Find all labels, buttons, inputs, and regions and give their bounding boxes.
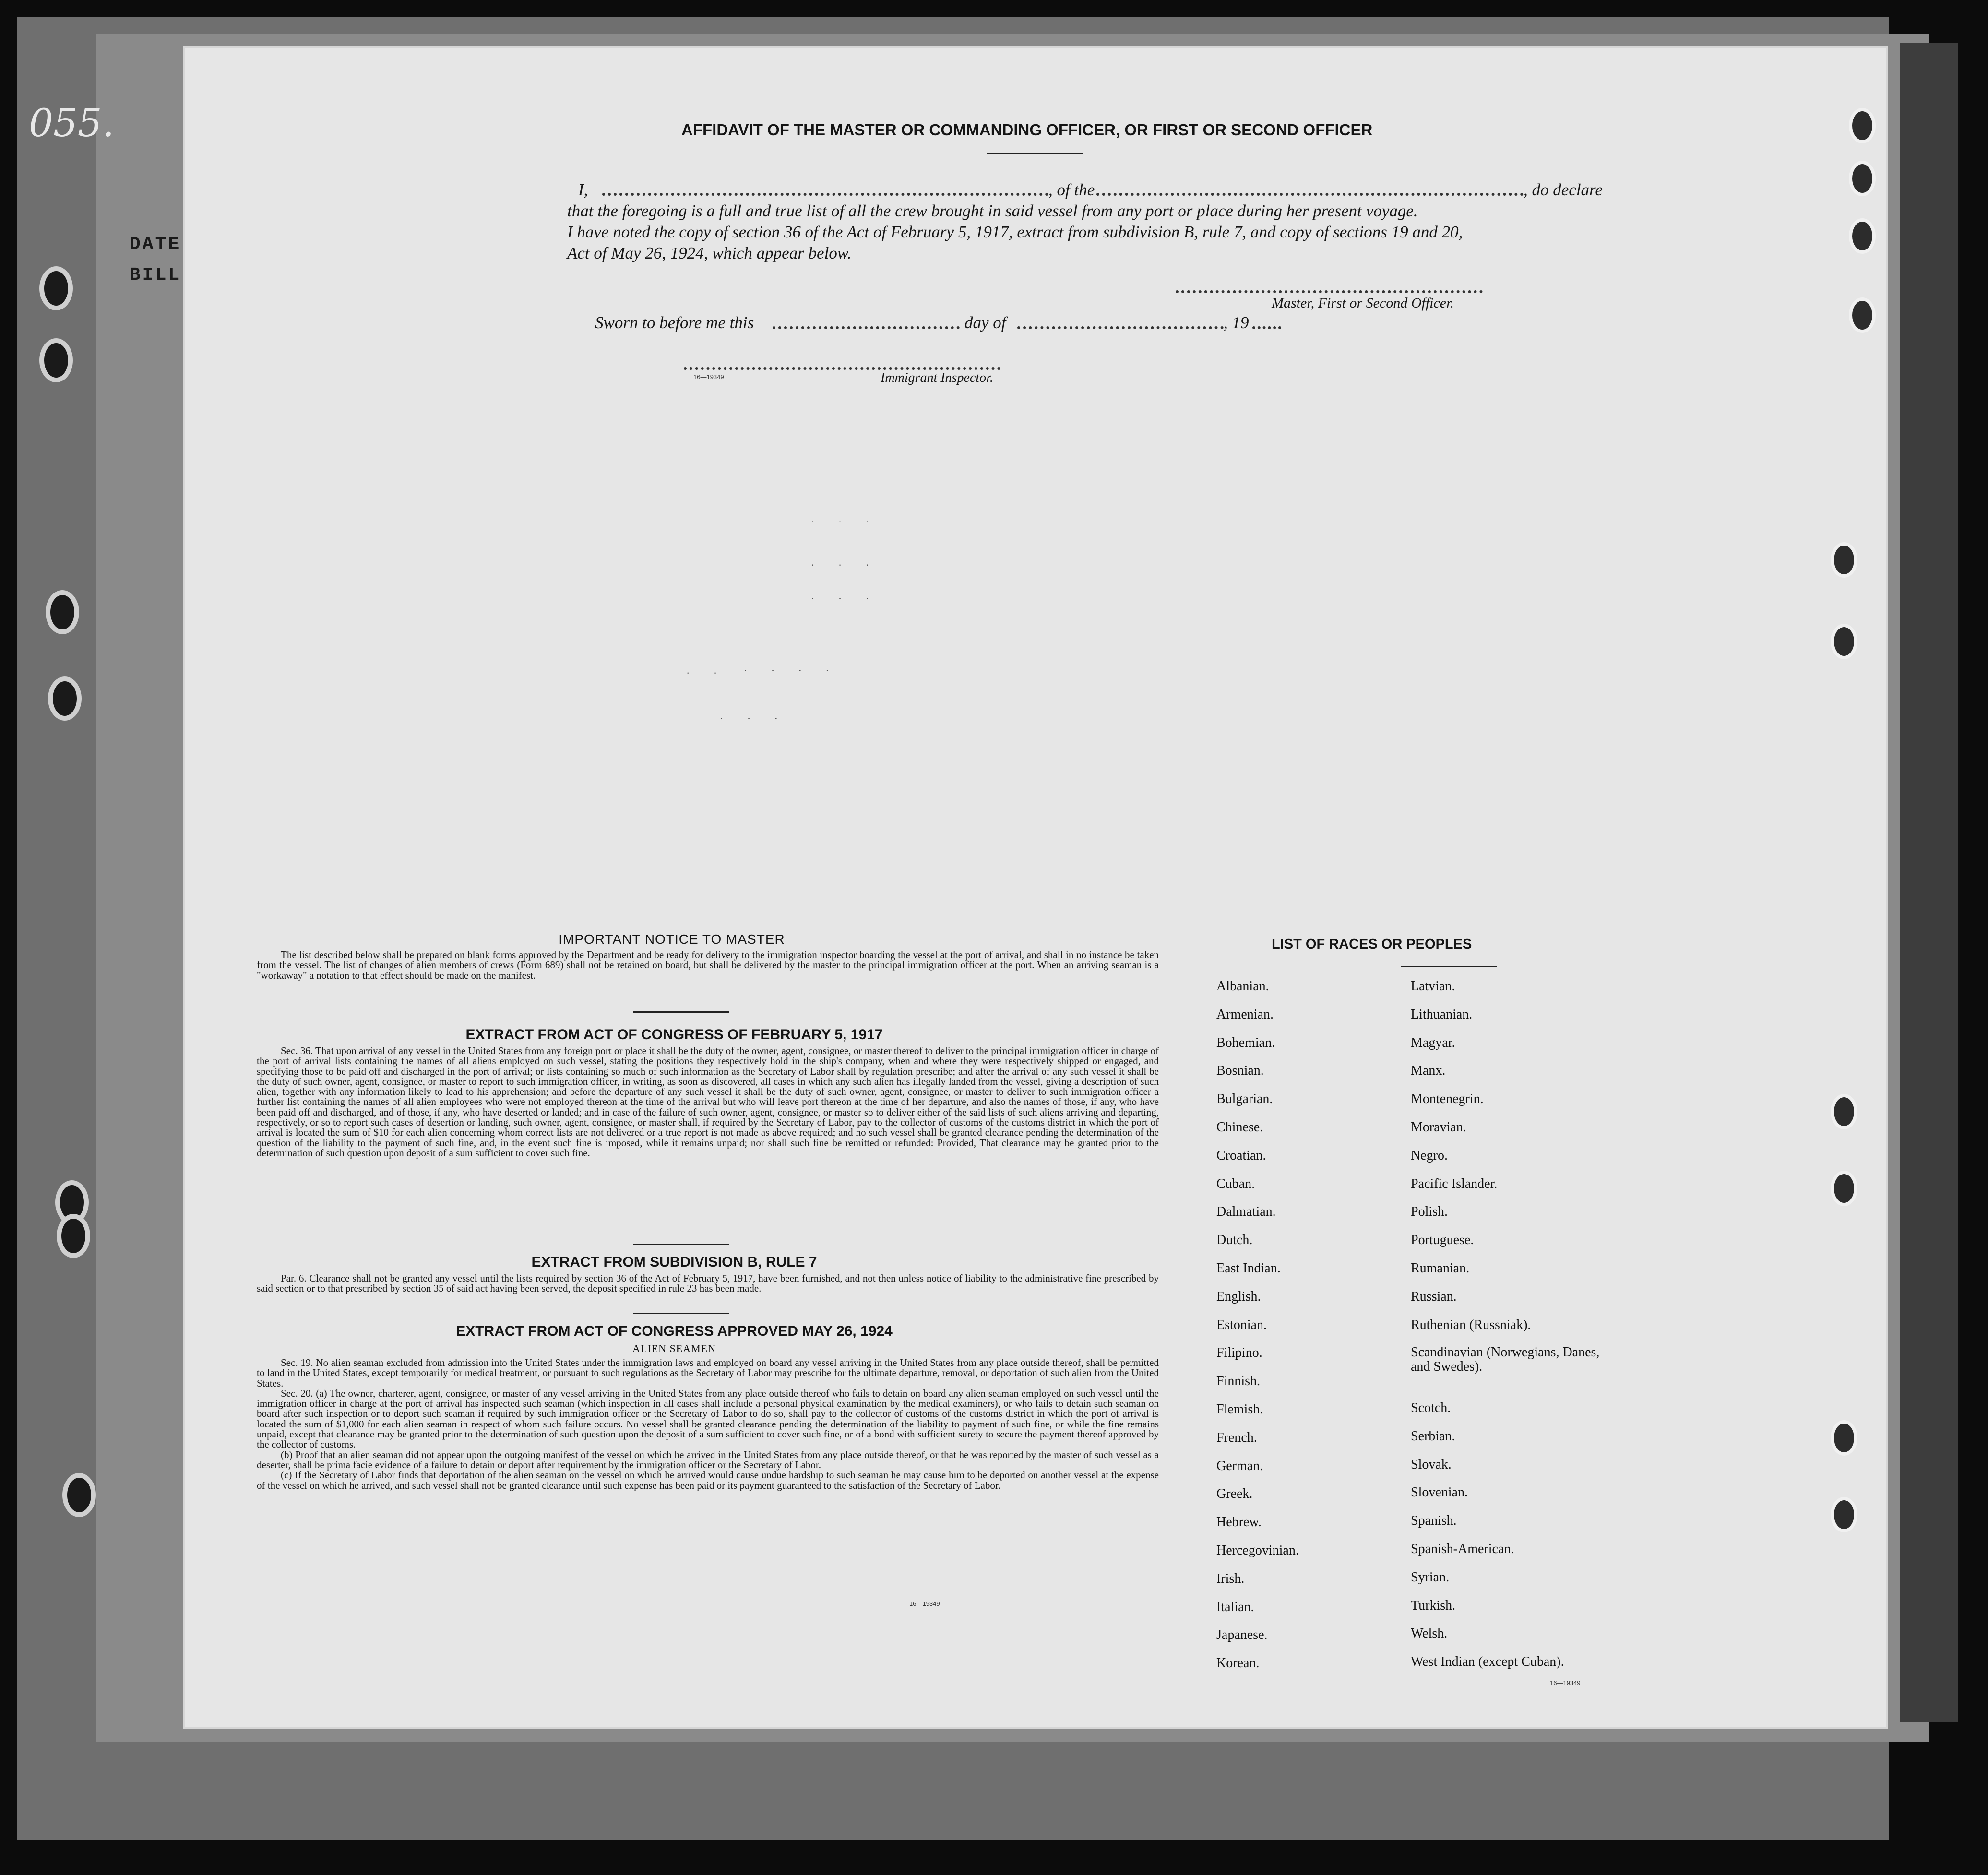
race-item: Croatian. [1216, 1148, 1266, 1163]
race-item: Ruthenian (Russniak). [1411, 1317, 1531, 1332]
race-item: Spanish-American. [1411, 1542, 1514, 1557]
master-signature-blank [1176, 290, 1483, 293]
race-item: French. [1216, 1430, 1257, 1445]
notice-title: IMPORTANT NOTICE TO MASTER [559, 932, 785, 947]
divider [633, 1011, 729, 1013]
extract-rule7-text: Par. 6. Clearance shall not be granted any vessel until the lists required by section 36 of the Act of February 5, 1917, have been furnished, and not then unless notice of liability to the administrative fine prescribed by said section or to that prescribed by section 35 of said act having been served, the deposit specified in rule 23 has been made. [257, 1272, 1159, 1294]
punch-hole [1831, 624, 1857, 659]
divider [633, 1313, 729, 1314]
race-item: Portuguese. [1411, 1233, 1474, 1248]
affidavit-line4: Act of May 26, 1924, which appear below. [567, 244, 852, 262]
race-item: Albanian. [1216, 979, 1269, 994]
under-label-bill: BILL [130, 265, 181, 285]
manifest-page [185, 48, 1886, 1727]
extract-1924-subtitle: ALIEN SEAMEN [632, 1342, 716, 1354]
punch-hole [1831, 1171, 1857, 1206]
race-item: Magyar. [1411, 1035, 1455, 1050]
extract-1917-title: EXTRACT FROM ACT OF CONGRESS OF FEBRUARY 5, 1917 [465, 1027, 883, 1043]
faint-marks: · · · [811, 559, 880, 571]
binding-strip [1900, 43, 1958, 1722]
race-item: Slovak. [1411, 1457, 1452, 1472]
affidavit-line1-start: I, [578, 180, 588, 199]
punch-hole [1831, 1420, 1857, 1456]
race-item: Bulgarian. [1216, 1092, 1273, 1107]
sec19-text: Sec. 19. No alien seaman excluded from admission into the United States under the immigration laws and employed on board any vessel arriving in the United States from any place outside thereof, shall be permitted to land in the United States, except temporarily for medical treatment, or pursuant to such regulations as the Secretary of Labor may prescribe for the ultimate departure, removal, or deportation of such alien from the United States. [257, 1357, 1159, 1389]
race-item: Syrian. [1411, 1569, 1450, 1585]
race-item: English. [1216, 1289, 1261, 1304]
faint-marks: · · · [811, 516, 880, 528]
punch-hole [1849, 161, 1876, 196]
affidavit-line2: that the foregoing is a full and true list of all the crew brought in said vessel from any port or place during her present voyage. [567, 202, 1418, 220]
race-item: Chinese. [1216, 1120, 1263, 1135]
race-item: Scandinavian (Norwegians, Danes, and Swedes). [1411, 1345, 1600, 1375]
race-item: Flemish. [1216, 1402, 1263, 1417]
race-item: Pacific Islander. [1411, 1176, 1498, 1191]
race-item: Dutch. [1216, 1233, 1253, 1248]
sworn-end: , 19 [1224, 313, 1249, 332]
faint-marks: · · · [811, 593, 880, 605]
race-item: East Indian. [1216, 1261, 1281, 1276]
race-item: Bohemian. [1216, 1035, 1275, 1050]
punch-hole [39, 266, 73, 310]
extract-rule7-title: EXTRACT FROM SUBDIVISION B, RULE 7 [531, 1254, 817, 1270]
sworn-start: Sworn to before me this [595, 313, 754, 332]
race-item: Latvian. [1411, 979, 1455, 994]
race-item: Spanish. [1411, 1513, 1457, 1529]
affidavit-line1-end: , do declare [1524, 180, 1603, 199]
affidavit-line1-mid: , of the [1048, 180, 1095, 199]
form-number: 16—19349 [1550, 1679, 1581, 1686]
race-item: Turkish. [1411, 1598, 1456, 1613]
race-item: Greek. [1216, 1486, 1253, 1502]
punch-hole [1831, 542, 1857, 578]
race-item: Japanese. [1216, 1627, 1268, 1643]
faint-marks: · · [686, 667, 728, 679]
sec20b-text: (b) Proof that an alien seaman did not appear upon the outgoing manifest of the vessel on which he arrived in the United States from any place outside thereof, or that he was reported by the master of such vessel as a deserter, shall be prima facie evidence of a failure to detain or deport after requirement by the immigration officer or the Secretary of Labor. [257, 1448, 1159, 1471]
race-item: Dalmatian. [1216, 1204, 1276, 1220]
notice-text: The list described below shall be prepared on blank forms approved by the Department and be ready for delivery to the immigration inspector boarding the vessel at the port of arrival, and shall in no instance be taken from the vessel. The list of changes of alien members of crews (Form 689) shall not be retained on board, but shall be delivered by the master to the principal immigration officer at the port. When an arriving seaman is a "workaway" a notation to that effect should be made on the manifest. [257, 949, 1159, 981]
race-item: Rumanian. [1411, 1261, 1470, 1276]
margin-note: 055. [29, 101, 115, 145]
punch-hole [1849, 218, 1876, 254]
punch-hole [46, 590, 79, 634]
race-item: Lithuanian. [1411, 1007, 1473, 1022]
race-item: Irish. [1216, 1571, 1245, 1586]
race-item: Polish. [1411, 1204, 1448, 1220]
race-item: Montenegrin. [1411, 1092, 1484, 1107]
inspector-label: Immigrant Inspector. [881, 370, 993, 385]
sworn-mid: day of [964, 313, 1006, 332]
form-number: 16—19349 [909, 1600, 940, 1607]
faint-marks: · · · · [744, 665, 840, 676]
race-item: Slovenian. [1411, 1485, 1468, 1500]
race-item: Filipino. [1216, 1345, 1262, 1361]
race-item: Moravian. [1411, 1120, 1466, 1135]
sworn-month-blank [1017, 326, 1224, 329]
divider [633, 1244, 729, 1245]
vessel-blank [1096, 193, 1524, 196]
race-item: Bosnian. [1216, 1063, 1264, 1079]
race-item: Estonian. [1216, 1317, 1267, 1332]
race-item: Korean. [1216, 1656, 1260, 1671]
affidavit-title: AFFIDAVIT OF THE MASTER OR COMMANDING OFFICER, OR FIRST OR SECOND OFFICER [681, 121, 1373, 139]
punch-hole [1831, 1094, 1857, 1129]
sworn-day-blank [773, 326, 960, 329]
faint-marks: · · · [720, 712, 788, 724]
race-item: Serbian. [1411, 1428, 1455, 1444]
punch-hole [48, 676, 82, 721]
race-item: Negro. [1411, 1148, 1448, 1163]
master-label: Master, First or Second Officer. [1272, 295, 1454, 311]
punch-hole [1849, 108, 1876, 143]
races-title: LIST OF RACES OR PEOPLES [1272, 937, 1472, 952]
sec20a-text: Sec. 20. (a) The owner, charterer, agent, consignee, or master of any vessel arriving in the United States from any place outside thereof who fails to detain on board any alien seaman employed on such vessel until the immigration officer in charge at the port of arrival has inspected such seaman (which inspection in all cases shall include a personal physical examination by the medical examiners), or who fails to detain such seaman on board after such inspection or to deport such seaman if required by such immigration officer or the Secretary of Labor to do so, shall pay to the collector of customs of the customs district in which the port of arrival is located the sum of $1,000 for each alien seaman in respect of whom such failure occurs. No vessel shall be granted clearance pending the determination of the liability to payment of such fine, or while the fine remains unpaid, except that clearance may be granted prior to the determination of such question upon the deposit of a sum sufficient to cover such fine, or of a bond with sufficient surety to secure the payment thereof approved by the collector of customs. [257, 1387, 1159, 1450]
race-item: Welsh. [1411, 1626, 1448, 1641]
extract-1924-title: EXTRACT FROM ACT OF CONGRESS APPROVED MAY 26, 1924 [456, 1323, 893, 1339]
punch-hole [62, 1473, 96, 1517]
sworn-year-blank [1252, 326, 1281, 329]
inspector-signature-blank [684, 367, 1000, 370]
divider [987, 153, 1083, 154]
affidavit-line3: I have noted the copy of section 36 of the Act of February 5, 1917, extract from subdivision B, rule 7, and copy of sections 19 and 20, [567, 223, 1463, 241]
form-number: 16—19349 [693, 373, 724, 380]
race-item: Scotch. [1411, 1400, 1451, 1416]
extract-1917-text: Sec. 36. That upon arrival of any vessel in the United States from any foreign port or place it shall be the duty of the owner, agent, consignee, or master thereof to deliver to the principal immigration officer in charge of the port of arrival lists containing the names of all aliens employed on such vessel, stating the positions they respectively hold in the ship's company, when and where they were respectively shipped or engaged, and specifying those to be paid off and discharged in the port of arrival; or lists containing so much of such information as the Secretary of Labor shall by regulation prescribe; and after the arrival of any such vessel it shall be the duty of such owner, agent, consignee, or master to report to such immigration officer, in writing, as soon as discovered, all cases in which any such alien has illegally landed from the vessel, giving a description of such alien, together with any information likely to lead to his apprehension; and before the departure of any such vessel it shall be the duty of such owner, agent, consignee, or master to deliver to such immigration officer a further list containing the names of all alien employees who were not employed thereon at the time of the arrival but who will leave port thereon at the time of her departure, and also the names of those, if any, who have been paid off and discharged, and of those, if any, who have deserted or landed; and in case of the failure of such owner, agent, consignee, or master so to deliver either of the said lists of such aliens arriving and departing, respectively, or so to report such cases of desertion or landing, such owner, agent, consignee, or master shall, if required by the Secretary of Labor, pay to the collector of customs of the customs district in which the port of arrival is located the sum of $10 for each alien concerning whom correct lists are not delivered or a true report is not made as above required; and no such vessel shall be granted clearance pending the determination of the question of the liability to the payment of such fine, and, in the event such fine is imposed, while it remains unpaid; nor shall such fine be remitted or refunded: Provided, That clearance may be granted prior to the determination of such question upon deposit of a sum sufficient to cover such fine. [257, 1045, 1159, 1159]
race-item: Hercegovinian. [1216, 1543, 1299, 1558]
race-item: Manx. [1411, 1063, 1446, 1079]
punch-hole [1849, 297, 1876, 333]
divider [1401, 966, 1497, 967]
race-item: Hebrew. [1216, 1515, 1262, 1530]
race-item: West Indian (except Cuban). [1411, 1654, 1564, 1670]
under-label-date: DATE [130, 234, 181, 255]
punch-hole [1831, 1497, 1857, 1532]
race-item: Finnish. [1216, 1374, 1261, 1389]
race-item: Armenian. [1216, 1007, 1274, 1022]
race-item: Russian. [1411, 1289, 1457, 1304]
sec20c-text: (c) If the Secretary of Labor finds that deportation of the alien seaman on the vessel on which he arrived would cause undue hardship to such seaman he may cause him to be deported on another vessel at the expense of the vessel on which he arrived, and such vessel shall not be granted clearance until such expense has been paid or its payment guaranteed to the satisfaction of the Secretary of Labor. [257, 1469, 1159, 1491]
punch-hole [57, 1214, 90, 1258]
punch-hole [39, 338, 73, 382]
name-blank [602, 193, 1048, 196]
race-item: Cuban. [1216, 1176, 1255, 1191]
extract-1924-body [257, 1358, 1159, 1491]
race-item: Italian. [1216, 1599, 1254, 1614]
race-item: German. [1216, 1458, 1263, 1473]
